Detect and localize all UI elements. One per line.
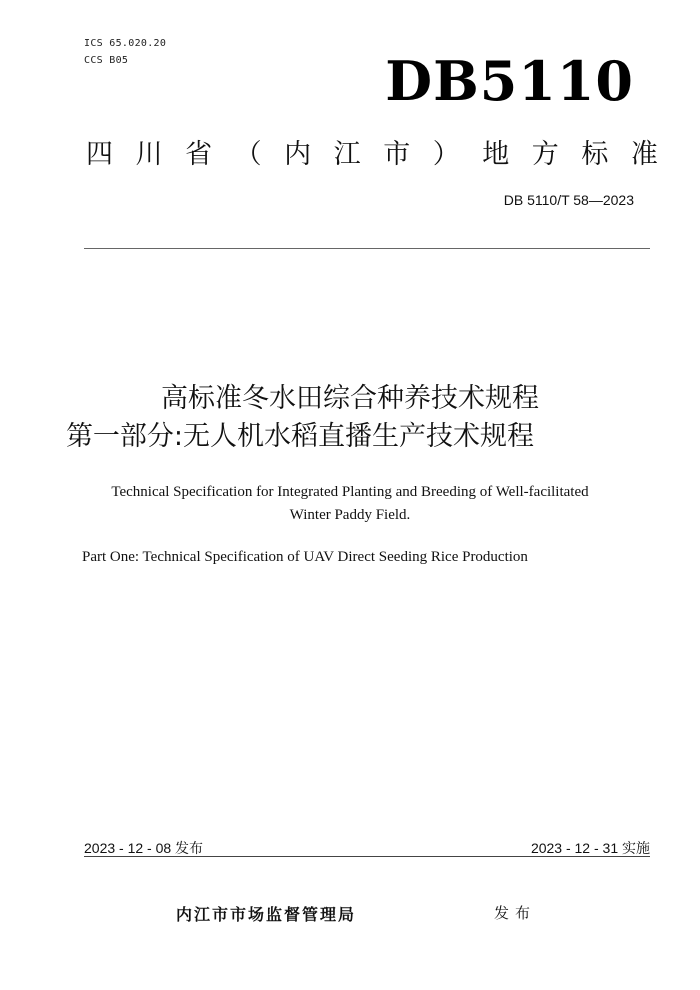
issue-date: 2023 - 12 - 08 发布 [84, 840, 204, 856]
header-divider [84, 248, 650, 249]
standard-type [86, 139, 658, 171]
standard-type-char: 内 [284, 139, 312, 170]
english-part-title: Part One: Technical Specification of UAV Direct Seeding Rice Production [82, 549, 528, 565]
chinese-title-line-1: 高标准冬水田综合种养技术规程 [161, 383, 539, 414]
standard-type-char: 江 [333, 139, 361, 170]
standard-type-char: （ [234, 139, 262, 170]
standard-type-char: 方 [531, 139, 559, 170]
english-title [60, 481, 640, 527]
standard-type-char: 四 [86, 139, 113, 170]
english-title-line-1: Technical Specification for Integrated Planting and Breeding of Well-facilitated [111, 484, 589, 500]
footer-divider [84, 856, 650, 857]
standard-type-char: 市 [383, 139, 411, 170]
issue-label: 发布 [494, 904, 537, 922]
ics-code: ICS 65.020.20 [84, 38, 167, 49]
standard-type-char: 准 [630, 139, 658, 170]
standard-type-char: 标 [581, 139, 609, 170]
standard-number: DB 5110/T 58—2023 [503, 192, 634, 208]
standard-type-char: 川 [135, 139, 163, 170]
issuing-authority: 内江市市场监督管理局 [176, 905, 357, 924]
chinese-title-line-2: 第一部分:无人机水稻直播生产技术规程 [65, 421, 535, 452]
standard-type-char: 省 [185, 139, 213, 170]
standard-type-char: 地 [482, 139, 510, 170]
standard-logo: DB5110 [385, 49, 634, 113]
ccs-code: CCS B05 [84, 55, 129, 66]
english-title-line-2: Winter Paddy Field. [289, 507, 411, 523]
standard-type-char: ） [432, 139, 460, 170]
implementation-date: 2023 - 12 - 31 实施 [530, 840, 650, 856]
